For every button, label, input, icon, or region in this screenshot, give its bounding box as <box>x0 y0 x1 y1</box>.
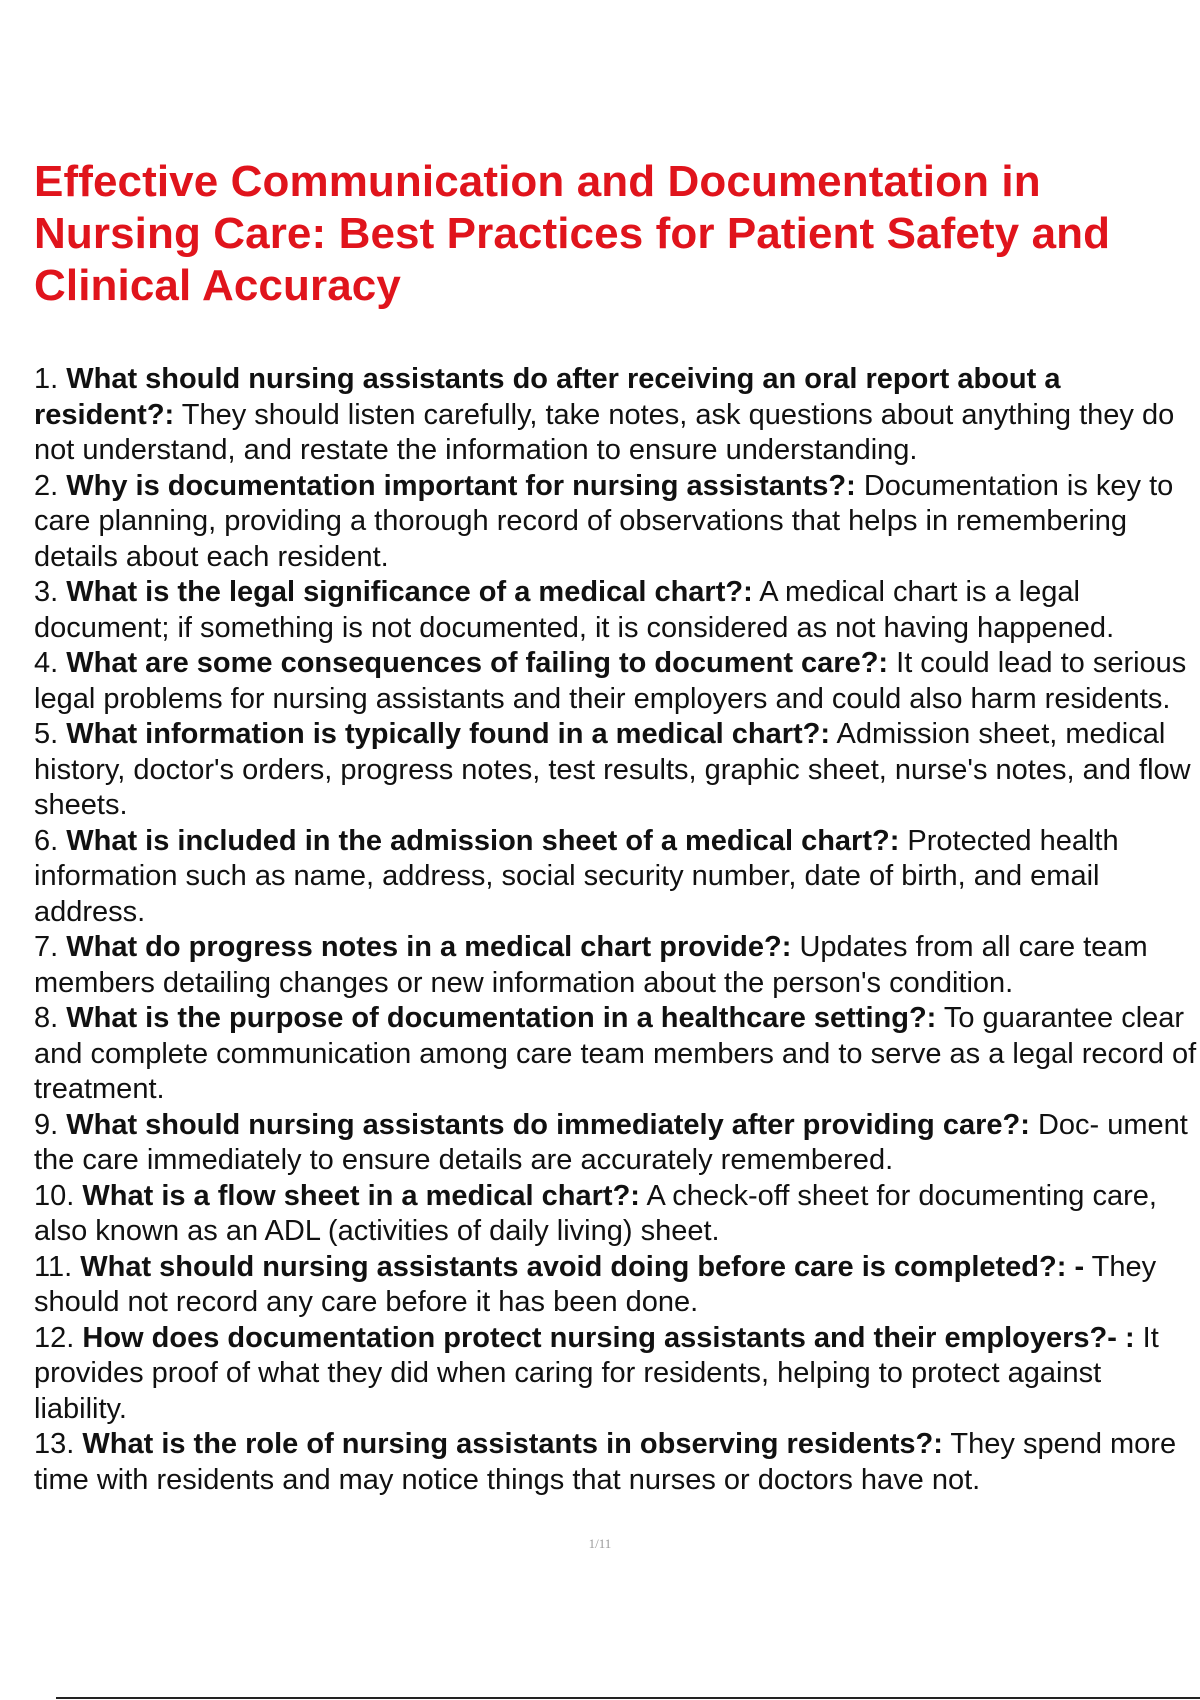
qa-item-8 <box>34 1001 1200 1108</box>
qa-question: What is included in the admission sheet of a medical chart?: <box>66 824 900 857</box>
qa-number: 6. <box>34 824 59 857</box>
qa-item-5 <box>34 717 1200 824</box>
qa-question: What information is typically found in a medical chart?: <box>66 718 831 750</box>
qa-answer: They spend more time with residents and may notice things that nurses or doctors have not. <box>34 1428 1177 1496</box>
qa-number: 7. <box>34 931 59 963</box>
qa-question: How does documentation protect nursing assistants and their employers?- : <box>82 1321 1135 1354</box>
qa-item-11 <box>34 1250 1200 1321</box>
qa-question: What do progress notes in a medical chart provide?: <box>66 931 792 963</box>
qa-question: What should nursing assistants do immediately after providing care?: <box>66 1108 1030 1141</box>
qa-number: 5. <box>34 718 59 750</box>
qa-item-4 <box>34 646 1200 717</box>
qa-question: What is the purpose of documentation in a healthcare setting?: <box>66 1002 937 1034</box>
qa-answer: Admission sheet, medical history, doctor's orders, progress notes, test results, graphic sheet, nurse's notes, and flow sheets. <box>34 718 1191 821</box>
footer-divider <box>56 1697 1200 1699</box>
qa-answer: A check-off sheet for documenting care, also known as an ADL (activities of daily living) sheet. <box>34 1179 1157 1247</box>
qa-item-7 <box>34 930 1200 1001</box>
qa-item-13 <box>34 1427 1200 1498</box>
qa-answer: To guarantee clear and complete communication among care team members and to serve as a legal record of treatment. <box>34 1002 1197 1105</box>
qa-question: What should nursing assistants avoid doing before care is completed?: - <box>80 1250 1085 1283</box>
qa-question: What is the legal significance of a medical chart?: <box>66 576 753 608</box>
qa-number: 8. <box>34 1002 59 1034</box>
qa-answer: A medical chart is a legal document; if something is not documented, it is considered as not having happened. <box>34 576 1115 644</box>
qa-item-9 <box>34 1108 1200 1179</box>
qa-question: What are some consequences of failing to document care?: <box>66 647 889 679</box>
qa-number: 10. <box>34 1179 75 1212</box>
qa-number: 13. <box>34 1428 75 1460</box>
qa-answer: It could lead to serious legal problems for nursing assistants and their employers and could also harm residents. <box>34 647 1187 715</box>
qa-question: What is the role of nursing assistants in observing residents?: <box>82 1428 943 1460</box>
qa-item-1 <box>34 362 1200 469</box>
qa-item-12 <box>34 1321 1200 1428</box>
qa-item-10 <box>34 1179 1200 1250</box>
qa-answer: They should listen carefully, take notes, ask questions about anything they do not understand, and restate the information to ensure understanding. <box>34 398 1175 466</box>
qa-number: 4. <box>34 647 59 679</box>
qa-item-3 <box>34 575 1200 646</box>
qa-answer: Updates from all care team members detailing changes or new information about the person's condition. <box>34 931 1148 999</box>
qa-number: 11. <box>34 1250 73 1283</box>
qa-answer: Documentation is key to care planning, providing a thorough record of observations that helps in remembering details about each resident. <box>34 469 1174 573</box>
qa-answer: Doc- ument the care immediately to ensure details are accurately remembered. <box>34 1108 1188 1176</box>
qa-number: 9. <box>34 1108 59 1141</box>
qa-question: What should nursing assistants do after receiving an oral report about a resident?: <box>34 363 1061 431</box>
qa-answer: It provides proof of what they did when caring for residents, helping to protect against liability. <box>34 1321 1159 1425</box>
qa-number: 12. <box>34 1321 75 1354</box>
qa-number: 1. <box>34 363 59 395</box>
qa-item-2 <box>34 469 1200 576</box>
qa-item-6 <box>34 824 1200 931</box>
page-number: 1/11 <box>588 1536 612 1551</box>
document-title: Effective Communication and Documentation in Nursing Care: Best Practices for Patient Safety and Clinical Accuracy <box>34 157 1111 310</box>
qa-question: What is a flow sheet in a medical chart?: <box>82 1179 640 1212</box>
qa-question: Why is documentation important for nursing assistants?: <box>66 469 856 502</box>
qa-answer: They should not record any care before it has been done. <box>34 1250 1157 1318</box>
qa-number: 3. <box>34 576 59 608</box>
qa-list <box>34 362 1200 1498</box>
qa-number: 2. <box>34 469 59 502</box>
qa-answer: Protected health information such as name, address, social security number, date of birth, and email address. <box>34 824 1119 928</box>
